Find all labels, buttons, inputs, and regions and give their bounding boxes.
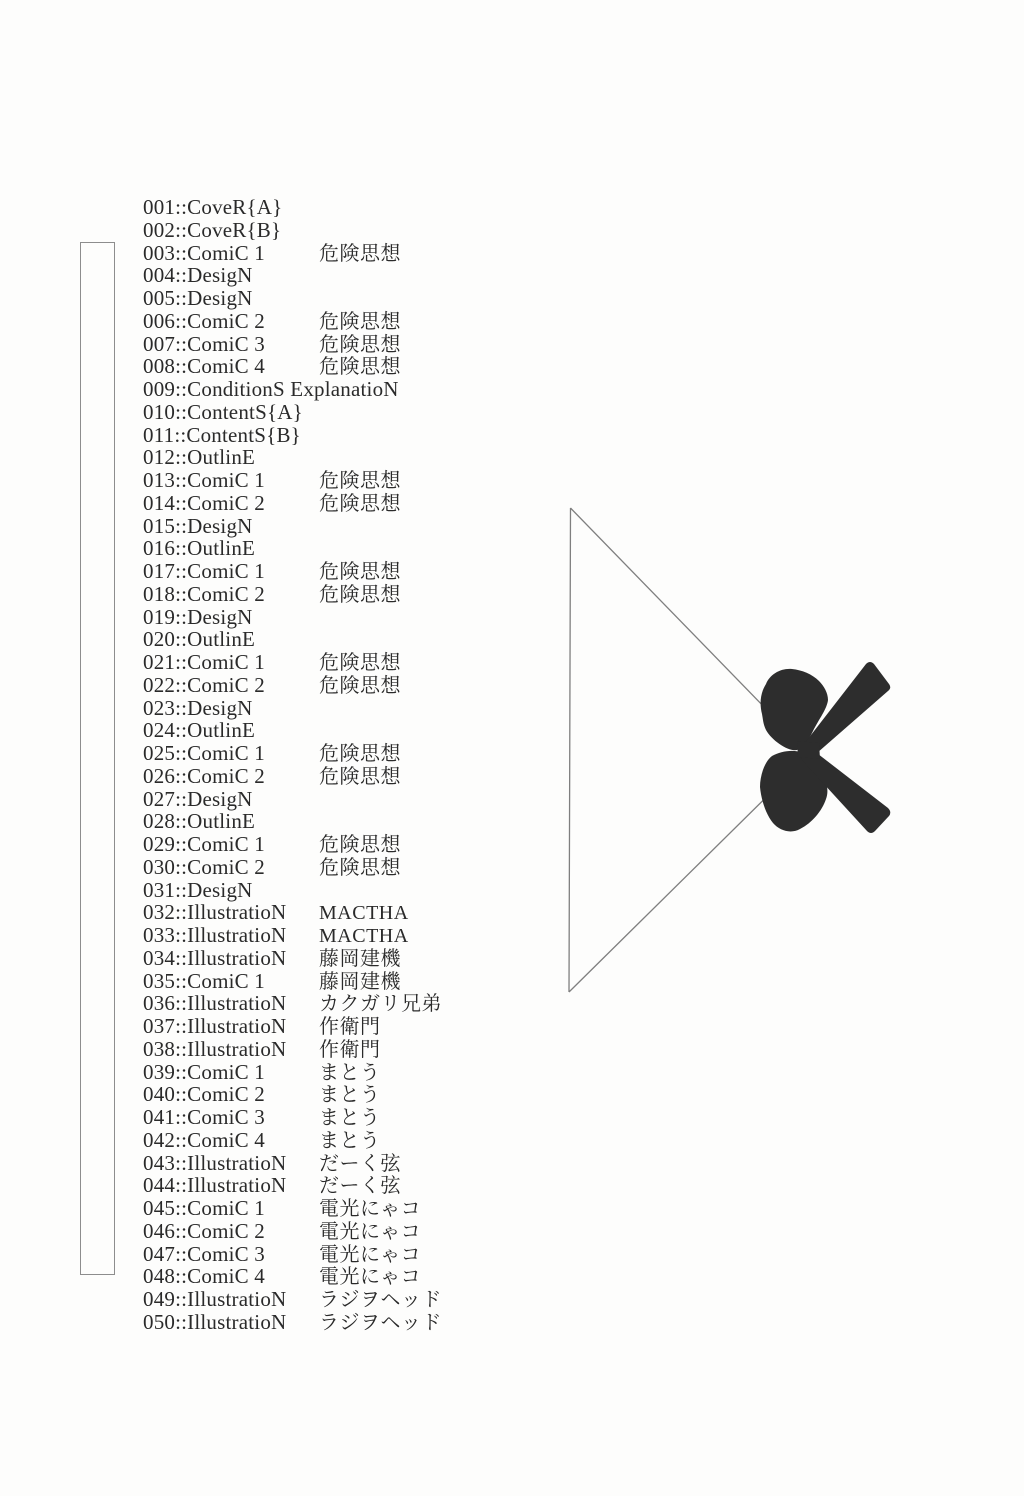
entry-label: 030::ComiC 2	[143, 854, 266, 879]
entry-label: 048::ComiC 4	[143, 1264, 266, 1289]
list-item	[143, 446, 399, 469]
list-item	[143, 583, 399, 606]
entry-label: 001::CoveR{A}	[143, 195, 283, 219]
list-item	[143, 1061, 399, 1084]
entry-label: 027::DesigN	[143, 786, 253, 811]
list-item	[143, 719, 399, 742]
bow-upper-tail	[804, 662, 890, 753]
entry-artist: 藤岡建機	[319, 970, 401, 993]
list-item	[143, 1174, 399, 1197]
list-item	[143, 287, 399, 310]
entry-label: 023::DesigN	[143, 695, 253, 720]
list-item	[143, 1015, 399, 1038]
bow-lower-loop	[760, 751, 827, 832]
entry-artist: 作衛門	[319, 1038, 381, 1061]
entry-label: 042::ComiC 4	[143, 1127, 266, 1152]
list-item	[143, 765, 399, 788]
entry-label: 024::OutlinE	[143, 718, 256, 743]
entry-label: 041::ComiC 3	[143, 1105, 266, 1129]
entry-artist: 危険思想	[319, 492, 401, 515]
list-item	[143, 674, 399, 697]
list-item	[143, 355, 399, 378]
entry-artist: だーく弦	[319, 1152, 401, 1175]
entry-artist: 作衛門	[319, 1016, 381, 1038]
entry-artist: 危険思想	[319, 356, 401, 379]
entry-artist: まとう	[319, 1061, 381, 1084]
entry-label: 025::ComiC 1	[143, 741, 266, 765]
list-item	[143, 1038, 399, 1061]
list-item	[143, 947, 399, 970]
entry-artist: 危険思想	[319, 674, 401, 697]
entry-label: 002::CoveR{B}	[143, 217, 282, 242]
list-item	[143, 923, 409, 947]
entry-artist: 危険思想	[319, 765, 401, 788]
list-item	[143, 424, 399, 447]
entry-label: 021::ComiC 1	[143, 650, 266, 674]
vertical-rectangle-outline	[80, 242, 115, 1275]
list-item	[143, 310, 399, 333]
list-item	[143, 606, 399, 629]
list-item	[143, 856, 399, 879]
entry-label: 014::ComiC 2	[143, 490, 266, 515]
entry-artist: 危険思想	[319, 834, 401, 856]
list-item	[143, 1106, 399, 1129]
entry-label: 011::ContentS{B}	[143, 422, 301, 447]
entry-label: 009::ConditionS ExplanatioN	[143, 377, 399, 401]
entry-label: 038::IllustratioN	[143, 1036, 287, 1061]
list-item	[143, 628, 399, 651]
list-item	[143, 833, 399, 856]
entry-artist: 危険思想	[319, 242, 401, 265]
list-item	[143, 1309, 442, 1334]
entry-label: 049::IllustratioN	[143, 1287, 287, 1311]
entry-artist: 電光にゃコ	[319, 1266, 422, 1289]
entry-label: 035::ComiC 1	[143, 968, 266, 993]
list-item	[143, 991, 442, 1016]
entry-artist: だーく弦	[319, 1175, 401, 1198]
list-item	[143, 1287, 442, 1311]
entry-artist: ラジヲヘッド	[319, 1311, 442, 1334]
list-item	[143, 697, 399, 720]
ribbon-bow-graphic	[760, 662, 890, 833]
list-item	[143, 333, 399, 356]
list-item	[143, 651, 399, 674]
list-item	[143, 1152, 399, 1175]
list-item	[143, 515, 399, 538]
entry-label: 028::OutlinE	[143, 809, 256, 834]
entry-label: 043::IllustratioN	[143, 1150, 287, 1175]
entry-label: 040::ComiC 2	[143, 1082, 266, 1107]
entry-label: 017::ComiC 1	[143, 559, 266, 583]
bow-upper-loop	[761, 669, 828, 750]
entry-label: 008::ComiC 4	[143, 354, 266, 379]
list-item	[143, 1083, 399, 1106]
entry-artist: 危険思想	[319, 470, 401, 492]
entry-label: 003::ComiC 1	[143, 240, 266, 265]
list-item	[143, 1218, 422, 1243]
entry-artist: 危険思想	[319, 652, 401, 674]
entry-artist: 危険思想	[319, 743, 401, 765]
entry-label: 047::ComiC 3	[143, 1241, 266, 1266]
entry-label: 010::ContentS{A}	[143, 399, 303, 424]
list-item	[143, 970, 399, 993]
list-item	[143, 788, 399, 811]
entry-label: 016::OutlinE	[143, 536, 256, 561]
entry-label: 026::ComiC 2	[143, 763, 266, 788]
entry-artist: MACTHA	[319, 925, 409, 947]
entry-artist: MACTHA	[319, 902, 409, 925]
entry-label: 032::IllustratioN	[143, 900, 287, 925]
entry-label: 007::ComiC 3	[143, 331, 266, 356]
list-item	[143, 1264, 422, 1289]
list-item	[143, 401, 399, 424]
list-item	[143, 378, 399, 401]
entry-label: 036::IllustratioN	[143, 991, 287, 1016]
entry-artist: 危険思想	[319, 583, 401, 606]
entry-artist: 危険思想	[319, 310, 401, 333]
entry-artist: まとう	[319, 1129, 381, 1152]
list-item	[143, 264, 399, 287]
list-item	[143, 879, 399, 902]
entry-label: 044::IllustratioN	[143, 1173, 287, 1198]
list-item	[143, 469, 399, 492]
entry-label: 029::ComiC 1	[143, 832, 266, 856]
list-item	[143, 1196, 422, 1220]
list-item	[143, 742, 399, 765]
list-item	[143, 196, 399, 219]
entry-artist: 危険思想	[319, 856, 401, 879]
entry-artist: ラジヲヘッド	[319, 1289, 442, 1311]
entry-artist: 危険思想	[319, 561, 401, 583]
entry-artist: 電光にゃコ	[319, 1243, 422, 1266]
list-item	[143, 492, 399, 515]
list-item	[143, 810, 399, 833]
entry-label: 006::ComiC 2	[143, 308, 266, 333]
entry-label: 050::IllustratioN	[143, 1309, 287, 1334]
entry-artist: 藤岡建機	[319, 947, 401, 970]
entry-label: 019::DesigN	[143, 604, 253, 629]
triangle-outline-graphic	[569, 508, 808, 992]
list-item	[143, 900, 409, 925]
entry-label: 039::ComiC 1	[143, 1059, 266, 1084]
entry-label: 034::IllustratioN	[143, 945, 287, 970]
entry-artist: まとう	[319, 1084, 381, 1107]
entry-label: 015::DesigN	[143, 513, 253, 538]
entry-label: 005::DesigN	[143, 286, 253, 310]
entry-label: 037::IllustratioN	[143, 1014, 287, 1038]
contents-list	[143, 195, 442, 1334]
entry-label: 018::ComiC 2	[143, 581, 266, 606]
list-item	[143, 560, 399, 583]
entry-label: 022::ComiC 2	[143, 672, 266, 697]
entry-label: 004::DesigN	[143, 263, 253, 288]
entry-artist: 危険思想	[319, 333, 401, 356]
entry-label: 020::OutlinE	[143, 627, 256, 652]
list-item	[143, 1241, 422, 1266]
list-item	[143, 537, 399, 560]
entry-label: 046::ComiC 2	[143, 1218, 266, 1243]
list-item	[143, 1129, 399, 1152]
entry-artist: 電光にゃコ	[319, 1220, 422, 1243]
entry-label: 012::OutlinE	[143, 445, 256, 470]
entry-artist: カクガリ兄弟	[319, 993, 442, 1016]
entry-label: 031::DesigN	[143, 877, 253, 902]
entry-label: 013::ComiC 1	[143, 468, 266, 492]
list-item	[143, 242, 399, 265]
entry-artist: 電光にゃコ	[319, 1198, 422, 1220]
entry-label: 045::ComiC 1	[143, 1196, 266, 1220]
entry-artist: まとう	[319, 1107, 381, 1129]
bow-knot	[797, 741, 820, 759]
entry-label: 033::IllustratioN	[143, 923, 287, 947]
list-item	[143, 219, 399, 242]
bow-lower-tail	[801, 747, 890, 833]
